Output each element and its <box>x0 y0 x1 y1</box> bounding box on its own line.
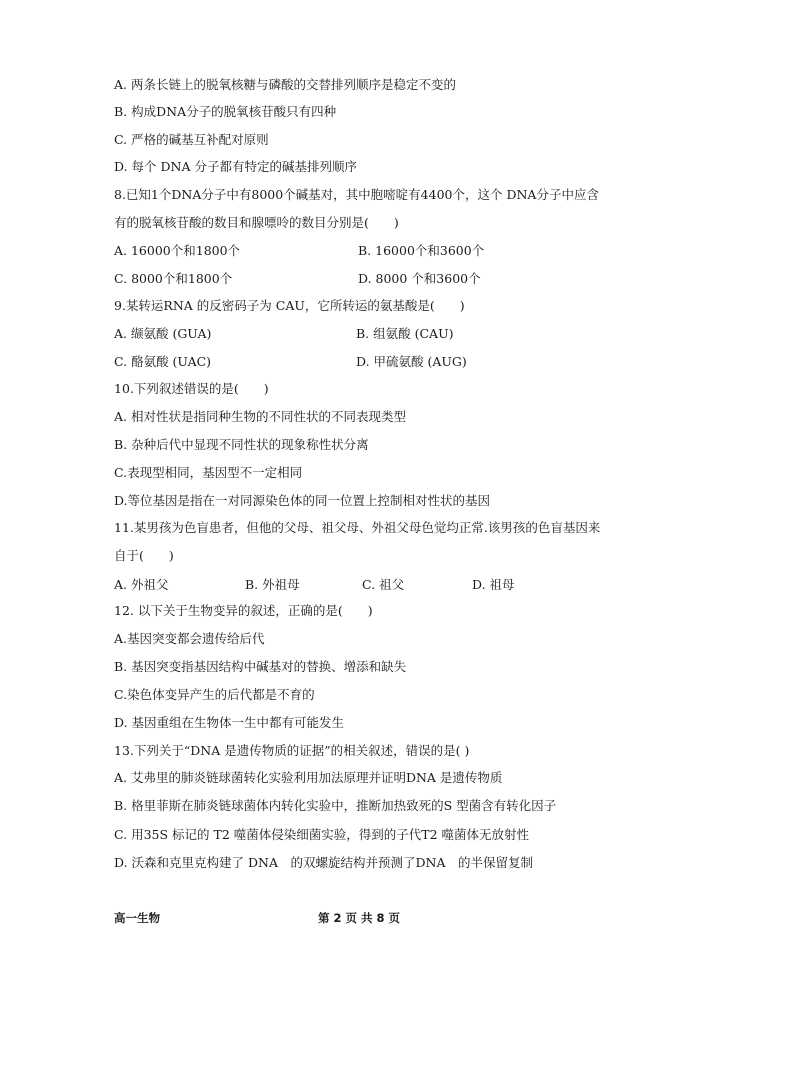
q9-option-c: C. 酪氨酸 (UAC) <box>114 354 212 369</box>
q9-stem: 9.某转运RNA 的反密码子为 CAU，它所转运的氨基酸是( ) <box>114 298 465 313</box>
q8-option-c: C. 8000个和1800个 <box>114 271 233 286</box>
q13-option-d: D. 沃森和克里克构建了 DNA 的双螺旋结构并预测了DNA 的半保留复制 <box>114 855 533 870</box>
q7-option-a: A. 两条长链上的脱氧核糖与磷酸的交替排列顺序是稳定不变的 <box>114 77 456 92</box>
q11-option-c: C. 祖父 <box>362 577 405 592</box>
footer-page-number: 第 2 页 共 8 页 <box>318 911 401 925</box>
q10-option-b: B. 杂种后代中显现不同性状的现象称性状分离 <box>114 437 369 452</box>
q8-option-a: A. 16000个和1800个 <box>114 243 241 258</box>
footer-subject: 高一生物 <box>114 911 160 925</box>
q8-stem-line1: 8.已知1个DNA分子中有8000个碱基对，其中胞嘧啶有4400个，这个 DNA分子中应含 <box>114 187 599 202</box>
q8-option-d: D. 8000 个和3600个 <box>358 271 481 286</box>
q13-option-a: A. 艾弗里的肺炎链球菌转化实验利用加法原理并证明DNA 是遗传物质 <box>114 770 503 785</box>
q7-option-d: D. 每个 DNA 分子都有特定的碱基排列顺序 <box>114 159 357 174</box>
q7-option-c: C. 严格的碱基互补配对原则 <box>114 132 269 147</box>
q9-option-d: D. 甲硫氨酸 (AUG) <box>356 354 467 369</box>
q7-option-b: B. 构成DNA分子的脱氧核苷酸只有四种 <box>114 104 337 119</box>
q11-option-b: B. 外祖母 <box>245 577 300 592</box>
q9-option-a: A. 缬氨酸 (GUA) <box>114 326 212 341</box>
q12-option-b: B. 基因突变指基因结构中碱基对的替换、增添和缺失 <box>114 659 407 674</box>
q11-option-a: A. 外祖父 <box>114 577 169 592</box>
q11-option-d: D. 祖母 <box>472 577 515 592</box>
q8-stem-line2: 有的脱氧核苷酸的数目和腺嘌呤的数目分别是( ) <box>114 215 399 230</box>
q12-stem: 12. 以下关于生物变异的叙述，正确的是( ) <box>114 603 373 618</box>
q10-option-a: A. 相对性状是指同种生物的不同性状的不同表现类型 <box>114 409 406 424</box>
q11-stem-line2: 自于( ) <box>114 548 174 563</box>
q13-option-c: C. 用35S 标记的 T2 噬菌体侵染细菌实验，得到的子代T2 噬菌体无放射性 <box>114 827 530 842</box>
q11-stem-line1: 11.某男孩为色盲患者，但他的父母、祖父母、外祖父母色觉均正常.该男孩的色盲基因来 <box>114 520 601 535</box>
q10-stem: 10.下列叙述错误的是( ) <box>114 381 269 396</box>
q13-option-b: B. 格里菲斯在肺炎链球菌体内转化实验中，推断加热致死的S 型菌含有转化因子 <box>114 798 557 813</box>
q10-option-c: C.表现型相同，基因型不一定相同 <box>114 465 303 480</box>
q8-option-b: B. 16000个和3600个 <box>358 243 485 258</box>
q12-option-d: D. 基因重组在生物体一生中都有可能发生 <box>114 715 345 730</box>
q13-stem: 13.下列关于“DNA 是遗传物质的证据”的相关叙述，错误的是( ) <box>114 743 470 758</box>
q12-option-c: C.染色体变异产生的后代都是不育的 <box>114 687 315 702</box>
q10-option-d: D.等位基因是指在一对同源染色体的同一位置上控制相对性状的基因 <box>114 493 491 508</box>
q9-option-b: B. 组氨酸 (CAU) <box>356 326 454 341</box>
q12-option-a: A.基因突变都会遗传给后代 <box>114 631 265 646</box>
